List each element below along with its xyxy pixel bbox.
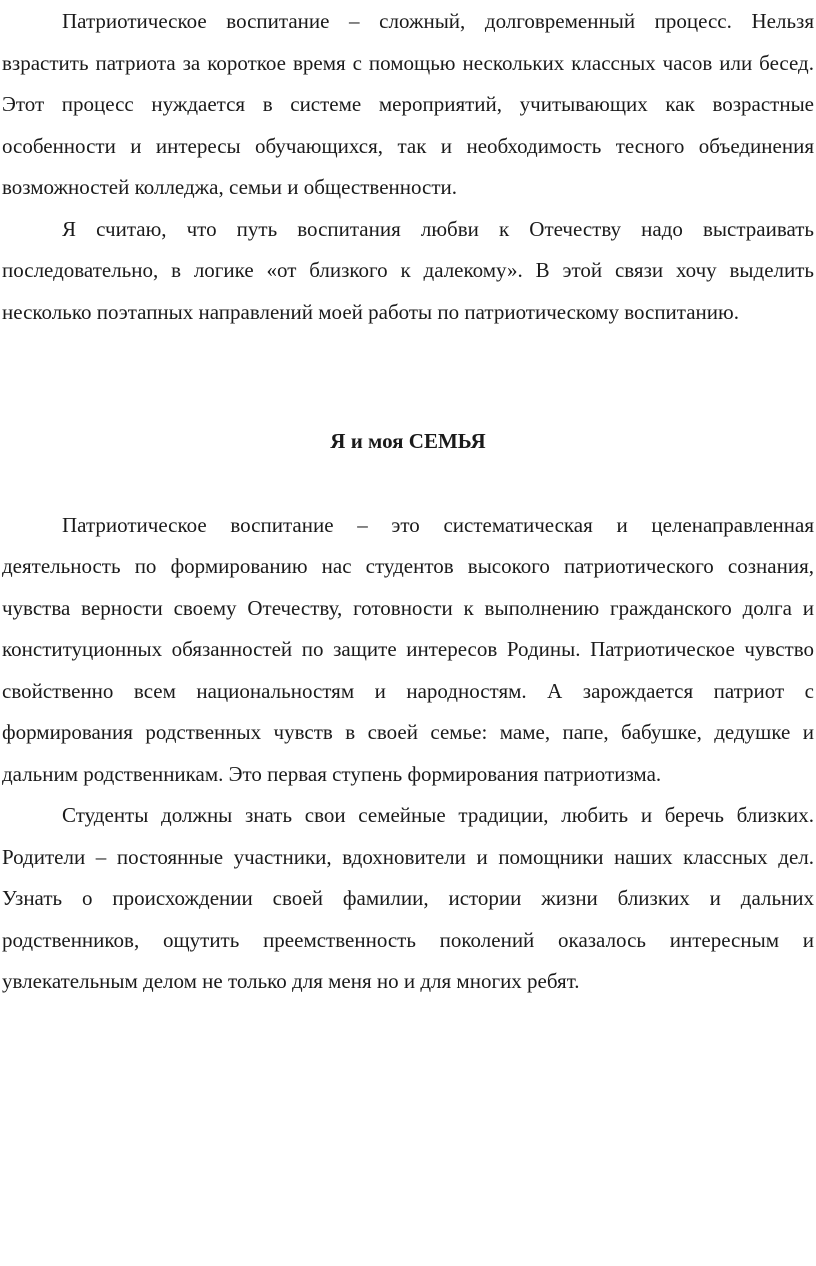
paragraph-intro-1: Патриотическое воспитание – сложный, долговременный процесс. Нельзя взрастить патриота за короткое время с помощью нескольких классных часов или бесед. Этот процесс нуждается в системе мероприятий, учитывающих как возрастные особенности и интересы обучающихся, так и необходимость тесного объединения возможностей колледжа, семьи и общественности. [2,9,814,199]
paragraph-section-2: Студенты должны знать свои семейные традиции, любить и беречь близких. Родители – постоянные участники, вдохновители и помощники наших классных дел. Узнать о происхождении своей фамилии, истории жизни близких и дальних родственников, ощутить преемственность поколений оказалось интересным и увлекательным делом не только для меня но и для многих ребят. [2,803,814,993]
paragraph-section-1: Патриотическое воспитание – это систематическая и целенаправленная деятельность по формированию нас студентов высокого патриотического сознания, чувства верности своему Отечеству, готовности к выполнению гражданского долга и конституционных обязанностей по защите интересов Родины. Патриотическое чувство свойственно всем национальностям и народностям. А зарождается патриот с формирования родственных чувств в своей семье: маме, папе, бабушке, дедушке и дальним родственникам. Это первая ступень формирования патриотизма. [2,512,814,786]
paragraph-intro-2: Я считаю, что путь воспитания любви к Отечеству надо выстраивать последовательно, в логике «от близкого к далекому». В этой связи хочу выделить несколько поэтапных направлений моей работы по патриотическому воспитанию. [2,216,814,324]
section-heading: Я и моя СЕМЬЯ [330,429,486,453]
